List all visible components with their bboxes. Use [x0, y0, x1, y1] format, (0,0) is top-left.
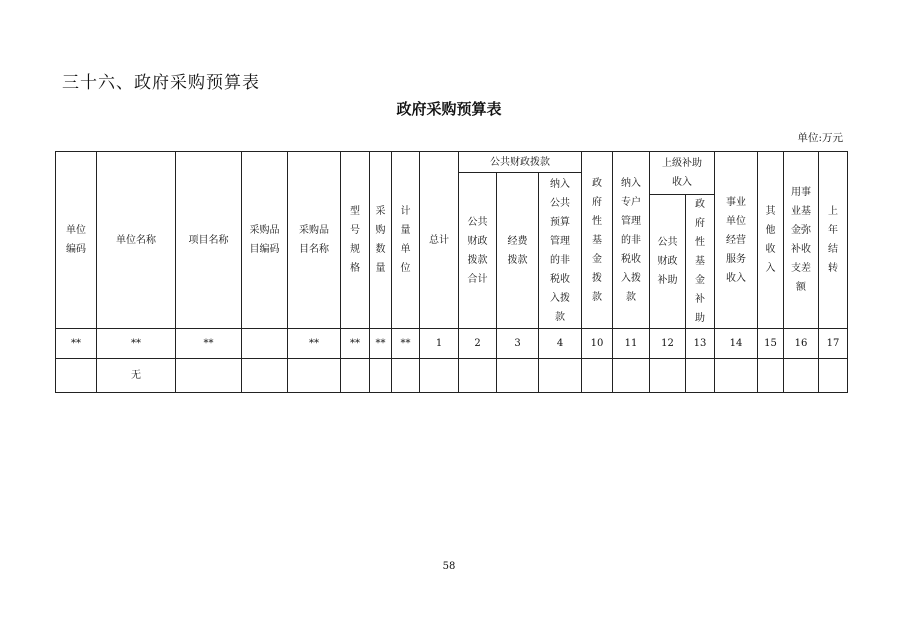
header-carryover: 上年结转: [819, 152, 848, 329]
index-cell: 3: [497, 329, 539, 359]
index-cell: 11: [613, 329, 650, 359]
header-fee-allocation: 经费拨款: [497, 173, 539, 329]
table-cell: [819, 359, 848, 393]
table-cell: [650, 359, 686, 393]
table-cell: [459, 359, 497, 393]
table-cell: [686, 359, 715, 393]
table-cell: [176, 359, 242, 393]
index-cell: 1: [420, 329, 459, 359]
header-project-name: 项目名称: [176, 152, 242, 329]
page-number: 58: [442, 561, 456, 572]
index-cell: 2: [459, 329, 497, 359]
index-cell: 12: [650, 329, 686, 359]
header-unit-name: 单位名称: [97, 152, 176, 329]
index-cell: 14: [715, 329, 758, 359]
table-cell: [420, 359, 459, 393]
header-superior-subsidy-group: 上级补助收入: [650, 152, 715, 195]
header-budget-nontax: 纳入公共预算管理的非税收入拨款: [539, 173, 582, 329]
index-cell: **: [288, 329, 341, 359]
table-cell: [392, 359, 420, 393]
index-cell: 17: [819, 329, 848, 359]
header-public-finance-subtotal: 公共财政拨款合计: [459, 173, 497, 329]
header-total: 总计: [420, 152, 459, 329]
index-cell: 13: [686, 329, 715, 359]
index-row: [56, 329, 848, 359]
table-cell: [539, 359, 582, 393]
header-gov-fund-subsidy: 政府性基金补助: [686, 195, 715, 329]
section-heading: 三十六、政府采购预算表: [62, 73, 260, 93]
header-quantity: 采购数量: [370, 152, 392, 329]
index-cell: **: [56, 329, 97, 359]
table-cell: [341, 359, 370, 393]
table-cell: [758, 359, 784, 393]
header-reserve-fund: 用事业基金弥补收支差额: [784, 152, 819, 329]
table-cell: [56, 359, 97, 393]
table-cell: [370, 359, 392, 393]
header-public-finance-group: 公共财政拨款: [459, 152, 582, 173]
index-cell: **: [341, 329, 370, 359]
index-cell: 16: [784, 329, 819, 359]
index-cell: **: [370, 329, 392, 359]
index-cell: [242, 329, 288, 359]
index-cell: 4: [539, 329, 582, 359]
header-business-revenue: 事业单位经营服务收入: [715, 152, 758, 329]
header-special-nontax: 纳入专户管理的非税收入拨款: [613, 152, 650, 329]
procurement-budget-table: [55, 151, 848, 393]
unit-label: 单位:万元: [797, 132, 843, 144]
header-item-name: 采购品目名称: [288, 152, 341, 329]
header-spec: 型号规格: [341, 152, 370, 329]
header-item-code: 采购品目编码: [242, 152, 288, 329]
index-cell: **: [176, 329, 242, 359]
table-cell: [288, 359, 341, 393]
table-title: 政府采购预算表: [396, 100, 502, 118]
header-gov-fund: 政府性基金拨款: [582, 152, 613, 329]
header-other-revenue: 其他收入: [758, 152, 784, 329]
header-public-finance-subsidy: 公共财政补助: [650, 195, 686, 329]
header-measure-unit: 计量单位: [392, 152, 420, 329]
table-row: [56, 359, 848, 393]
table-cell: [715, 359, 758, 393]
table-cell: [613, 359, 650, 393]
table-cell: [582, 359, 613, 393]
index-cell: **: [97, 329, 176, 359]
table-cell: [497, 359, 539, 393]
index-cell: **: [392, 329, 420, 359]
table-cell: [242, 359, 288, 393]
header-unit-code: 单位编码: [56, 152, 97, 329]
table-cell: [784, 359, 819, 393]
index-cell: 10: [582, 329, 613, 359]
index-cell: 15: [758, 329, 784, 359]
table-cell: 无: [97, 359, 176, 393]
